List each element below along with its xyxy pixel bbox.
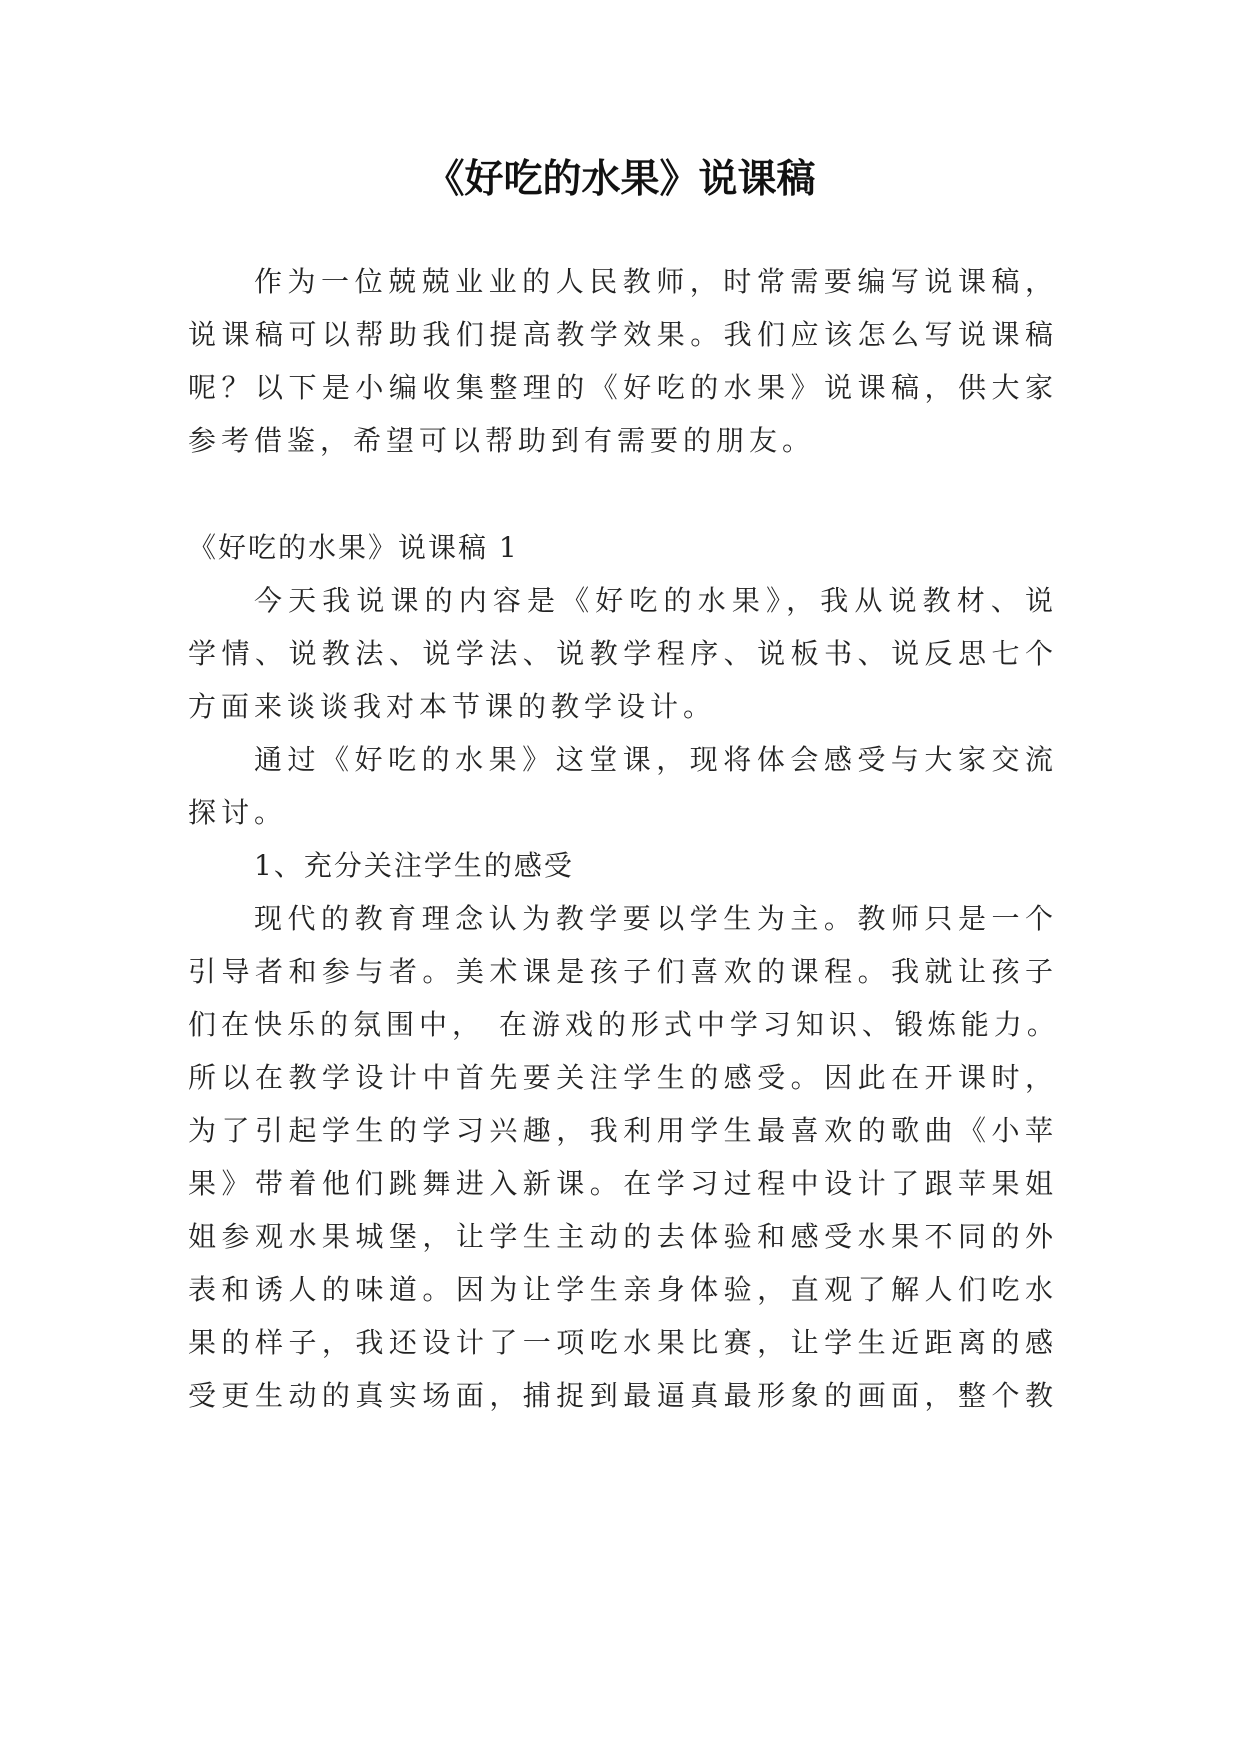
paragraph-line: 今天我说课的内容是《好吃的水果》，我从说教材、说 <box>254 584 1058 617</box>
intro-line: 参考借鉴，希望可以帮助到有需要的朋友。 <box>188 424 816 457</box>
paragraph-line: 方面来谈谈我对本节课的教学设计。 <box>188 690 717 723</box>
paragraph-line: 表和诱人的味道。因为让学生亲身体验，直观了解人们吃水 <box>188 1273 1058 1306</box>
section-heading: 《好吃的水果》说课稿 1 <box>188 531 519 564</box>
intro-line: 说课稿可以帮助我们提高教学效果。我们应该怎么写说课稿 <box>188 318 1058 351</box>
paragraph-line: 通过《好吃的水果》这堂课，现将体会感受与大家交流 <box>254 743 1058 776</box>
paragraph-line: 果的样子，我还设计了一项吃水果比赛，让学生近距离的感 <box>188 1326 1058 1359</box>
paragraph-line: 引导者和参与者。美术课是孩子们喜欢的课程。我就让孩子 <box>188 955 1058 988</box>
paragraph-line: 为了引起学生的学习兴趣，我利用学生最喜欢的歌曲《小苹 <box>188 1114 1058 1147</box>
paragraph-line: 果》带着他们跳舞进入新课。在学习过程中设计了跟苹果姐 <box>188 1167 1058 1200</box>
intro-line: 作为一位兢兢业业的人民教师，时常需要编写说课稿， <box>254 265 1058 298</box>
paragraph-line: 所以在教学设计中首先要关注学生的感受。因此在开课时， <box>188 1061 1058 1094</box>
paragraph-line: 现代的教育理念认为教学要以学生为主。教师只是一个 <box>254 902 1058 935</box>
point-heading: 1、充分关注学生的感受 <box>254 849 574 882</box>
paragraph-line: 学情、说教法、说学法、说教学程序、说板书、说反思七个 <box>188 637 1058 670</box>
paragraph-line: 探讨。 <box>188 796 288 829</box>
paragraph-line: 们在快乐的氛围中， 在游戏的形式中学习知识、锻炼能力。 <box>188 1008 1060 1041</box>
paragraph-line: 姐参观水果城堡，让学生主动的去体验和感受水果不同的外 <box>188 1220 1058 1253</box>
intro-line: 呢？以下是小编收集整理的《好吃的水果》说课稿，供大家 <box>188 371 1058 404</box>
paragraph-line: 受更生动的真实场面，捕捉到最逼真最形象的画面，整个教 <box>188 1379 1058 1412</box>
document-title: 《好吃的水果》说课稿 <box>425 157 816 202</box>
